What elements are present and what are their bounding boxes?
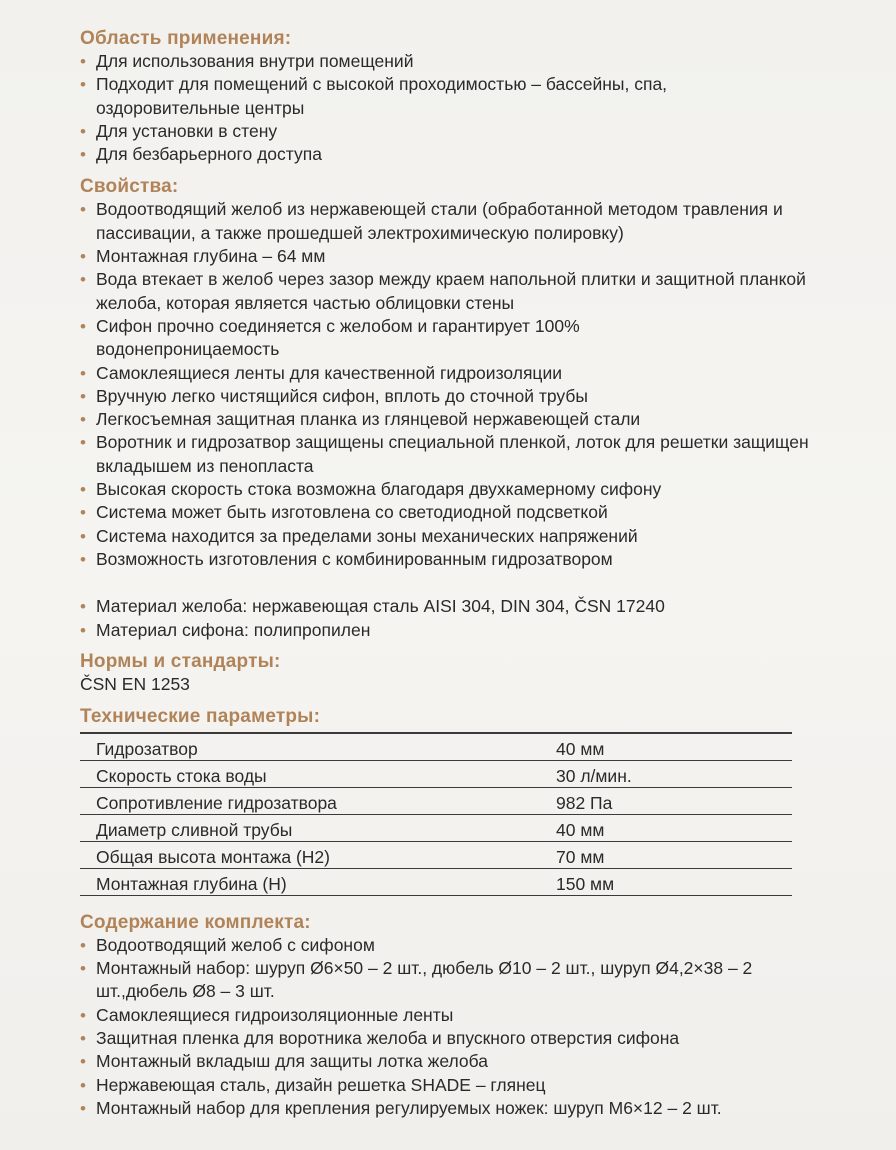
table-row: [80, 760, 792, 787]
list-item: • Монтажный вкладыш для защиты лотка желоба: [80, 1050, 840, 1073]
list-item: • Водоотводящий желоб из нержавеющей стали (обработанной методом травления и пассивации, а также прошедшей электрохимическую полировку): [80, 198, 816, 245]
standards-heading: Нормы и стандарты:: [80, 650, 281, 672]
list-item: • Для использования внутри помещений: [80, 50, 840, 73]
param-value: 70 мм: [556, 841, 792, 868]
list-item: • Материал сифона: полипропилен: [80, 619, 840, 642]
table-row: [80, 841, 792, 868]
param-label: Сопротивление гидрозатвора: [80, 787, 556, 814]
kit-list: [80, 934, 840, 1120]
list-item: • Воротник и гидрозатвор защищены специальной пленкой, лоток для решетки защищен вкладышем из пенопласта: [80, 431, 816, 478]
list-item: • Для установки в стену: [80, 120, 840, 143]
list-item: • Система находится за пределами зоны механических напряжений: [80, 525, 840, 548]
list-item: • Монтажный набор: шуруп Ø6×50 – 2 шт., дюбель Ø10 – 2 шт., шуруп Ø4,2×38 – 2 шт.,дюбель Ø8 – 3 шт.: [80, 957, 816, 1004]
properties-heading: Свойства:: [80, 176, 179, 198]
list-item: • Вручную легко чистящийся сифон, вплоть до сточной трубы: [80, 385, 840, 408]
table-row: [80, 787, 792, 814]
list-item: • Водоотводящий желоб с сифоном: [80, 934, 840, 957]
list-item: • Сифон прочно соединяется с желобом и гарантирует 100% водонепроницаемость: [80, 315, 656, 362]
list-item: • Монтажный набор для крепления регулируемых ножек: шуруп M6×12 – 2 шт.: [80, 1097, 840, 1120]
param-value: 982 Па: [556, 787, 792, 814]
table-row: [80, 814, 792, 841]
materials-list: [80, 595, 840, 642]
param-value: 40 мм: [556, 814, 792, 841]
list-item: • Система может быть изготовлена со светодиодной подсветкой: [80, 501, 840, 524]
list-item: • Монтажная глубина – 64 мм: [80, 245, 840, 268]
technical-heading: Технические параметры:: [80, 705, 321, 727]
application-list: [80, 50, 840, 166]
param-value: 30 л/мин.: [556, 760, 792, 787]
list-item: • Защитная пленка для воротника желоба и впускного отверстия сифона: [80, 1027, 840, 1050]
param-label: Гидрозатвор: [80, 733, 556, 761]
list-item: • Подходит для помещений с высокой проходимостью – бассейны, спа, оздоровительные центры: [80, 73, 736, 120]
list-item: • Возможность изготовления с комбинированным гидрозатвором: [80, 548, 840, 571]
param-label: Общая высота монтажа (H2): [80, 841, 556, 868]
param-value: 40 мм: [556, 733, 792, 761]
param-label: Скорость стока воды: [80, 760, 556, 787]
table-row: [80, 733, 792, 761]
kit-heading: Содержание комплекта:: [80, 911, 311, 933]
application-heading: Область применения:: [80, 28, 292, 49]
list-item: • Материал желоба: нержавеющая сталь AISI 304, DIN 304, ČSN 17240: [80, 595, 840, 618]
list-item: • Для безбарьерного доступа: [80, 143, 840, 166]
list-item: • Легкосъемная защитная планка из глянцевой нержавеющей стали: [80, 408, 840, 431]
list-item: • Вода втекает в желоб через зазор между краем напольной плитки и защитной планкой желоба, которая является частью облицовки стены: [80, 268, 816, 315]
properties-list: [80, 198, 840, 571]
list-item: • Самоклеящиеся гидроизоляционные ленты: [80, 1004, 840, 1027]
param-value: 150 мм: [556, 868, 792, 895]
list-item: • Высокая скорость стока возможна благодаря двухкамерному сифону: [80, 478, 840, 501]
list-item: • Нержавеющая сталь, дизайн решетка SHADE – глянец: [80, 1074, 840, 1097]
param-label: Монтажная глубина (H): [80, 868, 556, 895]
document-content: [80, 28, 840, 1120]
standards-value: ČSN EN 1253: [80, 673, 190, 694]
technical-table: [80, 732, 792, 896]
table-row: [80, 868, 792, 895]
param-label: Диаметр сливной трубы: [80, 814, 556, 841]
list-item: • Самоклеящиеся ленты для качественной гидроизоляции: [80, 362, 840, 385]
